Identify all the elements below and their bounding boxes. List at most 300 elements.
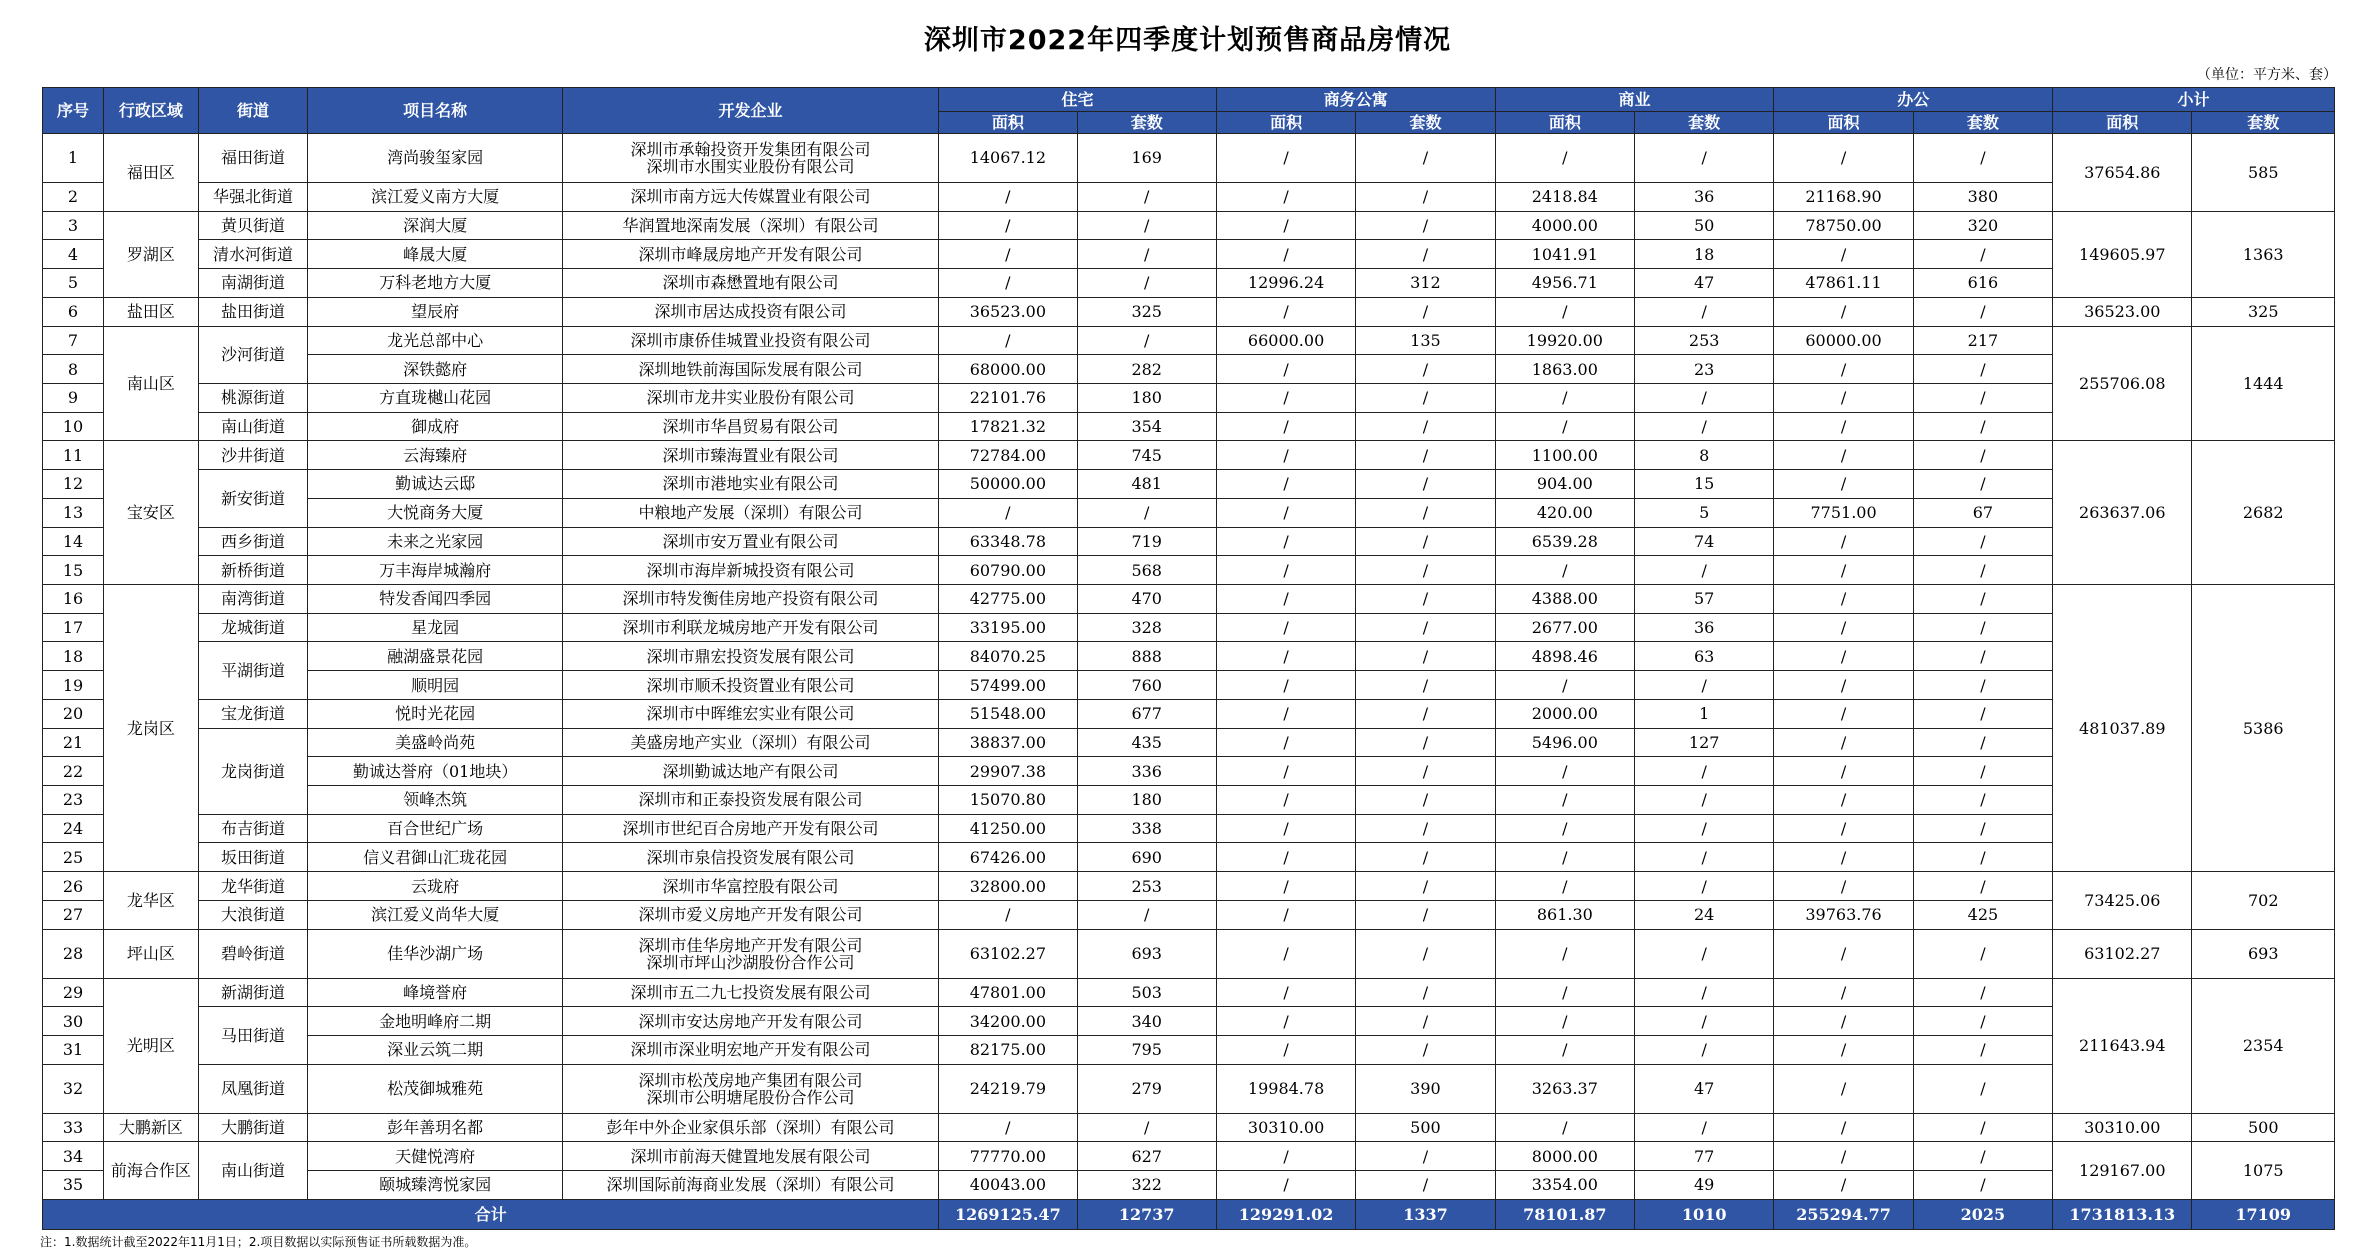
row-no: 12 — [43, 470, 104, 499]
total-area: 1269125.47 — [939, 1199, 1077, 1229]
count-value: / — [1635, 786, 1774, 815]
table-row — [43, 441, 2335, 470]
header-area: 面积 — [1216, 112, 1355, 134]
area-value: 861.30 — [1495, 900, 1634, 929]
area-value: 63348.78 — [939, 527, 1077, 556]
count-value: 135 — [1356, 326, 1495, 355]
area-value: / — [1774, 297, 1913, 326]
count-value: 677 — [1077, 699, 1216, 728]
street-cell: 南山街道 — [198, 1142, 308, 1199]
area-value: / — [1216, 211, 1355, 240]
total-label: 合计 — [43, 1199, 939, 1229]
area-value: / — [1216, 1036, 1355, 1065]
count-value: / — [1077, 182, 1216, 211]
developer-name: 深圳市华昌贸易有限公司 — [662, 417, 839, 437]
count-value: 435 — [1077, 728, 1216, 757]
developer-cell — [562, 728, 938, 757]
header-project: 项目名称 — [308, 88, 562, 134]
count-value: 340 — [1077, 1007, 1216, 1036]
count-value: / — [1356, 383, 1495, 412]
table-row — [43, 585, 2335, 614]
project-name: 特发香闻四季园 — [308, 585, 562, 614]
subtotal-area: 255706.08 — [2053, 326, 2192, 441]
street-cell: 大浪街道 — [198, 900, 308, 929]
area-value: 4956.71 — [1495, 269, 1634, 298]
area-value: / — [1774, 355, 1913, 384]
count-value: 336 — [1077, 757, 1216, 786]
count-value: 322 — [1077, 1171, 1216, 1200]
count-value: 127 — [1635, 728, 1774, 757]
count-value: / — [1356, 872, 1495, 901]
developer-cell — [562, 671, 938, 700]
row-no: 30 — [43, 1007, 104, 1036]
count-value: / — [1913, 412, 2052, 441]
subtotal-area: 36523.00 — [2053, 297, 2192, 326]
count-value: / — [1356, 355, 1495, 384]
row-no: 32 — [43, 1064, 104, 1113]
project-name: 湾尚骏玺家园 — [308, 134, 562, 183]
count-value: / — [1913, 728, 2052, 757]
area-value: 1100.00 — [1495, 441, 1634, 470]
count-value: 338 — [1077, 814, 1216, 843]
area-value: 5496.00 — [1495, 728, 1634, 757]
district-cell: 龙华区 — [104, 872, 199, 929]
subtotal-count: 1075 — [2192, 1142, 2335, 1199]
count-value: / — [1913, 556, 2052, 585]
table-row — [43, 326, 2335, 355]
count-value: / — [1077, 1113, 1216, 1142]
project-name: 未来之光家园 — [308, 527, 562, 556]
count-value: 24 — [1635, 900, 1774, 929]
project-name: 滨江爱义南方大厦 — [308, 182, 562, 211]
count-value: / — [1635, 134, 1774, 183]
project-name: 美盛岭尚苑 — [308, 728, 562, 757]
developer-name: 深圳市居达成投资有限公司 — [654, 302, 847, 322]
area-value: / — [1216, 585, 1355, 614]
count-value: / — [1356, 240, 1495, 269]
table-row — [43, 527, 2335, 556]
street-cell: 新安街道 — [198, 470, 308, 527]
row-no: 10 — [43, 412, 104, 441]
street-cell: 沙井街道 — [198, 441, 308, 470]
count-value: 690 — [1077, 843, 1216, 872]
count-value: / — [1913, 613, 2052, 642]
area-value: 33195.00 — [939, 613, 1077, 642]
table-row — [43, 929, 2335, 978]
total-count: 2025 — [1913, 1199, 2052, 1229]
area-value: / — [1774, 757, 1913, 786]
count-value: / — [1635, 757, 1774, 786]
subtotal-count: 2682 — [2192, 441, 2335, 585]
project-name: 佳华沙湖广场 — [308, 929, 562, 978]
count-value: / — [1356, 671, 1495, 700]
table-row — [43, 1036, 2335, 1065]
total-count: 1337 — [1356, 1199, 1495, 1229]
area-value: 1863.00 — [1495, 355, 1634, 384]
street-cell: 南湖街道 — [198, 269, 308, 298]
count-value: / — [1356, 843, 1495, 872]
subtotal-count: 585 — [2192, 134, 2335, 212]
area-value: / — [1216, 642, 1355, 671]
header-count: 套数 — [1356, 112, 1495, 134]
street-cell: 大鹏街道 — [198, 1113, 308, 1142]
area-value: / — [1495, 786, 1634, 815]
count-value: 8 — [1635, 441, 1774, 470]
project-name: 信义君御山汇珑花园 — [308, 843, 562, 872]
row-no: 14 — [43, 527, 104, 556]
area-value: 19984.78 — [1216, 1064, 1355, 1113]
area-value: 78750.00 — [1774, 211, 1913, 240]
count-value: / — [1913, 843, 2052, 872]
street-cell: 南山街道 — [198, 412, 308, 441]
count-value: / — [1356, 814, 1495, 843]
unit-note: （单位：平方米、套） — [2197, 67, 2337, 83]
row-no: 29 — [43, 978, 104, 1007]
area-value: / — [939, 1113, 1077, 1142]
project-name: 峰境誉府 — [308, 978, 562, 1007]
area-value: / — [1216, 1171, 1355, 1200]
project-name: 深润大厦 — [308, 211, 562, 240]
table-row — [43, 412, 2335, 441]
developer-cell — [562, 1064, 938, 1113]
area-value: / — [1495, 134, 1634, 183]
project-name: 融湖盛景花园 — [308, 642, 562, 671]
area-value: / — [1774, 671, 1913, 700]
page-title: 深圳市2022年四季度计划预售商品房情况 — [923, 25, 1452, 56]
count-value: / — [1635, 556, 1774, 585]
area-value: / — [939, 498, 1077, 527]
table-row — [43, 1113, 2335, 1142]
developer-name: 深圳市南方远大传媒置业有限公司 — [630, 187, 871, 207]
developer-name: 深圳市世纪百合房地产开发有限公司 — [622, 819, 879, 839]
row-no: 5 — [43, 269, 104, 298]
row-no: 21 — [43, 728, 104, 757]
area-value: 50000.00 — [939, 470, 1077, 499]
table-row — [43, 269, 2335, 298]
street-cell: 西乡街道 — [198, 527, 308, 556]
table-row — [43, 699, 2335, 728]
area-value: / — [1216, 1142, 1355, 1171]
subtotal-area: 481037.89 — [2053, 585, 2192, 872]
area-value: / — [1216, 182, 1355, 211]
row-no: 35 — [43, 1171, 104, 1200]
count-value: 180 — [1077, 786, 1216, 815]
developer-name: 深圳市前海天健置地发展有限公司 — [630, 1146, 871, 1166]
developer-cell — [562, 297, 938, 326]
project-name: 大悦商务大厦 — [308, 498, 562, 527]
count-value: / — [1913, 585, 2052, 614]
row-no: 19 — [43, 671, 104, 700]
street-cell: 龙华街道 — [198, 872, 308, 901]
count-value: / — [1913, 441, 2052, 470]
area-value: 34200.00 — [939, 1007, 1077, 1036]
district-cell: 宝安区 — [104, 441, 199, 585]
area-value: / — [1216, 383, 1355, 412]
project-name: 勤诚达云邸 — [308, 470, 562, 499]
district-cell: 罗湖区 — [104, 211, 199, 297]
count-value: / — [1913, 929, 2052, 978]
count-value: / — [1913, 134, 2052, 183]
count-value: / — [1913, 1171, 2052, 1200]
count-value: / — [1635, 671, 1774, 700]
street-cell: 黄贝街道 — [198, 211, 308, 240]
project-name: 松茂御城雅苑 — [308, 1064, 562, 1113]
area-value: / — [1216, 355, 1355, 384]
count-value: / — [1913, 699, 2052, 728]
area-value: / — [1774, 872, 1913, 901]
table-row — [43, 671, 2335, 700]
area-value: / — [939, 900, 1077, 929]
row-no: 9 — [43, 383, 104, 412]
count-value: 47 — [1635, 269, 1774, 298]
count-value: / — [1913, 527, 2052, 556]
count-value: 36 — [1635, 613, 1774, 642]
street-cell: 布吉街道 — [198, 814, 308, 843]
area-value: 8000.00 — [1495, 1142, 1634, 1171]
count-value: 888 — [1077, 642, 1216, 671]
count-value: / — [1356, 498, 1495, 527]
area-value: 36523.00 — [939, 297, 1077, 326]
street-cell: 龙岗街道 — [198, 728, 308, 814]
developer-cell — [562, 470, 938, 499]
count-value: / — [1913, 1064, 2052, 1113]
developer-name: 深圳市安万置业有限公司 — [662, 531, 839, 551]
count-value: 320 — [1913, 211, 2052, 240]
count-value: 503 — [1077, 978, 1216, 1007]
row-no: 18 — [43, 642, 104, 671]
developer-name: 中粮地产发展（深圳）有限公司 — [638, 503, 863, 523]
project-name: 深铁懿府 — [308, 355, 562, 384]
area-value: 19920.00 — [1495, 326, 1634, 355]
footnote: 注：1.数据统计截至2022年11月1日；2.项目数据以实际预售证书所载数据为准。 — [40, 1235, 477, 1249]
area-value: / — [1774, 786, 1913, 815]
subtotal-count: 500 — [2192, 1113, 2335, 1142]
row-no: 2 — [43, 182, 104, 211]
subtotal-area: 211643.94 — [2053, 978, 2192, 1113]
row-no: 20 — [43, 699, 104, 728]
developer-cell — [562, 1171, 938, 1200]
area-value: 14067.12 — [939, 134, 1077, 183]
area-value: 2418.84 — [1495, 182, 1634, 211]
count-value: 795 — [1077, 1036, 1216, 1065]
count-value: 425 — [1913, 900, 2052, 929]
header-no: 序号 — [43, 88, 104, 134]
header-count: 套数 — [1635, 112, 1774, 134]
area-value: / — [939, 182, 1077, 211]
count-value: / — [1635, 297, 1774, 326]
subtotal-area: 129167.00 — [2053, 1142, 2192, 1199]
count-value: 693 — [1077, 929, 1216, 978]
subtotal-area: 263637.06 — [2053, 441, 2192, 585]
table-row — [43, 1142, 2335, 1171]
row-no: 24 — [43, 814, 104, 843]
area-value: / — [1774, 613, 1913, 642]
total-area: 1731813.13 — [2053, 1199, 2192, 1229]
street-cell: 坂田街道 — [198, 843, 308, 872]
developer-cell — [562, 978, 938, 1007]
developer-name: 华润置地深南发展（深圳）有限公司 — [622, 216, 879, 236]
district-cell: 龙岗区 — [104, 585, 199, 872]
district-cell: 盐田区 — [104, 297, 199, 326]
area-value: / — [1774, 843, 1913, 872]
table-row — [43, 211, 2335, 240]
area-value: / — [1495, 978, 1634, 1007]
count-value: / — [1635, 383, 1774, 412]
project-name: 云海臻府 — [308, 441, 562, 470]
area-value: / — [1216, 786, 1355, 815]
street-cell: 凤凰街道 — [198, 1064, 308, 1113]
district-cell: 福田区 — [104, 134, 199, 212]
project-name: 万科老地方大厦 — [308, 269, 562, 298]
count-value: 325 — [1077, 297, 1216, 326]
developer-name: 深圳市安达房地产开发有限公司 — [638, 1011, 863, 1031]
street-cell: 马田街道 — [198, 1007, 308, 1064]
area-value: / — [1216, 900, 1355, 929]
street-cell: 清水河街道 — [198, 240, 308, 269]
row-no: 25 — [43, 843, 104, 872]
count-value: / — [1913, 642, 2052, 671]
table-row — [43, 556, 2335, 585]
count-value: 169 — [1077, 134, 1216, 183]
area-value: / — [1216, 498, 1355, 527]
developer-cell — [562, 613, 938, 642]
developer-cell — [562, 1007, 938, 1036]
area-value: / — [939, 240, 1077, 269]
count-value: / — [1356, 1036, 1495, 1065]
header-count: 套数 — [1913, 112, 2052, 134]
area-value: 4898.46 — [1495, 642, 1634, 671]
developer-name: 深圳市和正泰投资发展有限公司 — [638, 790, 863, 810]
row-no: 7 — [43, 326, 104, 355]
row-no: 4 — [43, 240, 104, 269]
count-value: 23 — [1635, 355, 1774, 384]
area-value: 4000.00 — [1495, 211, 1634, 240]
table-row — [43, 728, 2335, 757]
table-row — [43, 757, 2335, 786]
district-cell: 大鹏新区 — [104, 1113, 199, 1142]
area-value: / — [1774, 240, 1913, 269]
header-area: 面积 — [2053, 112, 2192, 134]
project-name: 星龙园 — [308, 613, 562, 642]
row-no: 28 — [43, 929, 104, 978]
district-cell: 光明区 — [104, 978, 199, 1113]
count-value: 253 — [1635, 326, 1774, 355]
count-value: / — [1913, 757, 2052, 786]
project-name: 彭年善玥名都 — [308, 1113, 562, 1142]
developer-cell — [562, 786, 938, 815]
row-no: 26 — [43, 872, 104, 901]
count-value: / — [1356, 1007, 1495, 1036]
header-district: 行政区域 — [104, 88, 199, 134]
count-value: 5 — [1635, 498, 1774, 527]
developer-name: 深圳市海岸新城投资有限公司 — [646, 560, 855, 580]
area-value: / — [1216, 412, 1355, 441]
row-no: 31 — [43, 1036, 104, 1065]
developer-cell — [562, 699, 938, 728]
developer-cell — [562, 383, 938, 412]
area-value: / — [1774, 814, 1913, 843]
area-value: 60790.00 — [939, 556, 1077, 585]
developer-cell — [562, 556, 938, 585]
count-value: / — [1913, 786, 2052, 815]
developer-cell — [562, 929, 938, 978]
count-value: / — [1913, 383, 2052, 412]
count-value: / — [1356, 613, 1495, 642]
area-value: / — [1216, 843, 1355, 872]
area-value: / — [1216, 134, 1355, 183]
area-value: / — [1495, 383, 1634, 412]
header-count: 套数 — [1077, 112, 1216, 134]
area-value: / — [1774, 1036, 1913, 1065]
table-row — [43, 872, 2335, 901]
count-value: / — [1077, 326, 1216, 355]
developer-name: 深圳市臻海置业有限公司 — [662, 445, 839, 465]
area-value: / — [1495, 1036, 1634, 1065]
project-name: 云珑府 — [308, 872, 562, 901]
area-value: 57499.00 — [939, 671, 1077, 700]
area-value: / — [1495, 412, 1634, 441]
header-group: 住宅 — [939, 88, 1217, 112]
header-group: 商务公寓 — [1216, 88, 1495, 112]
developer-cell — [562, 240, 938, 269]
table-row — [43, 1171, 2335, 1200]
count-value: 180 — [1077, 383, 1216, 412]
developer-name: 深圳勤诚达地产有限公司 — [662, 761, 839, 781]
area-value: 38837.00 — [939, 728, 1077, 757]
table-row — [43, 900, 2335, 929]
area-value: 84070.25 — [939, 642, 1077, 671]
subtotal-count: 325 — [2192, 297, 2335, 326]
area-value: / — [1495, 556, 1634, 585]
count-value: 627 — [1077, 1142, 1216, 1171]
developer-name: 深圳市水围实业股份有限公司 — [646, 156, 855, 176]
project-name: 勤诚达誉府（01地块） — [308, 757, 562, 786]
count-value: / — [1077, 211, 1216, 240]
developer-name: 彭年中外企业家俱乐部（深圳）有限公司 — [606, 1118, 895, 1138]
area-value: / — [1774, 470, 1913, 499]
area-value: / — [1774, 978, 1913, 1007]
table-row — [43, 1007, 2335, 1036]
count-value: / — [1077, 900, 1216, 929]
area-value: 72784.00 — [939, 441, 1077, 470]
count-value: / — [1913, 1142, 2052, 1171]
area-value: / — [1216, 441, 1355, 470]
developer-name: 美盛房地产实业（深圳）有限公司 — [630, 732, 871, 752]
area-value: 29907.38 — [939, 757, 1077, 786]
developer-cell — [562, 642, 938, 671]
project-name: 天健悦湾府 — [308, 1142, 562, 1171]
count-value: / — [1356, 728, 1495, 757]
row-no: 27 — [43, 900, 104, 929]
count-value: 253 — [1077, 872, 1216, 901]
developer-name: 深圳市中晖维宏实业有限公司 — [646, 704, 855, 724]
area-value: 47861.11 — [1774, 269, 1913, 298]
area-value: / — [1216, 814, 1355, 843]
header-area: 面积 — [939, 112, 1077, 134]
area-value: 2677.00 — [1495, 613, 1634, 642]
area-value: 32800.00 — [939, 872, 1077, 901]
developer-cell — [562, 211, 938, 240]
row-no: 1 — [43, 134, 104, 183]
count-value: / — [1356, 900, 1495, 929]
area-value: 21168.90 — [1774, 182, 1913, 211]
count-value: / — [1356, 699, 1495, 728]
area-value: / — [1774, 728, 1913, 757]
count-value: 57 — [1635, 585, 1774, 614]
developer-cell — [562, 326, 938, 355]
row-no: 34 — [43, 1142, 104, 1171]
count-value: / — [1913, 814, 2052, 843]
